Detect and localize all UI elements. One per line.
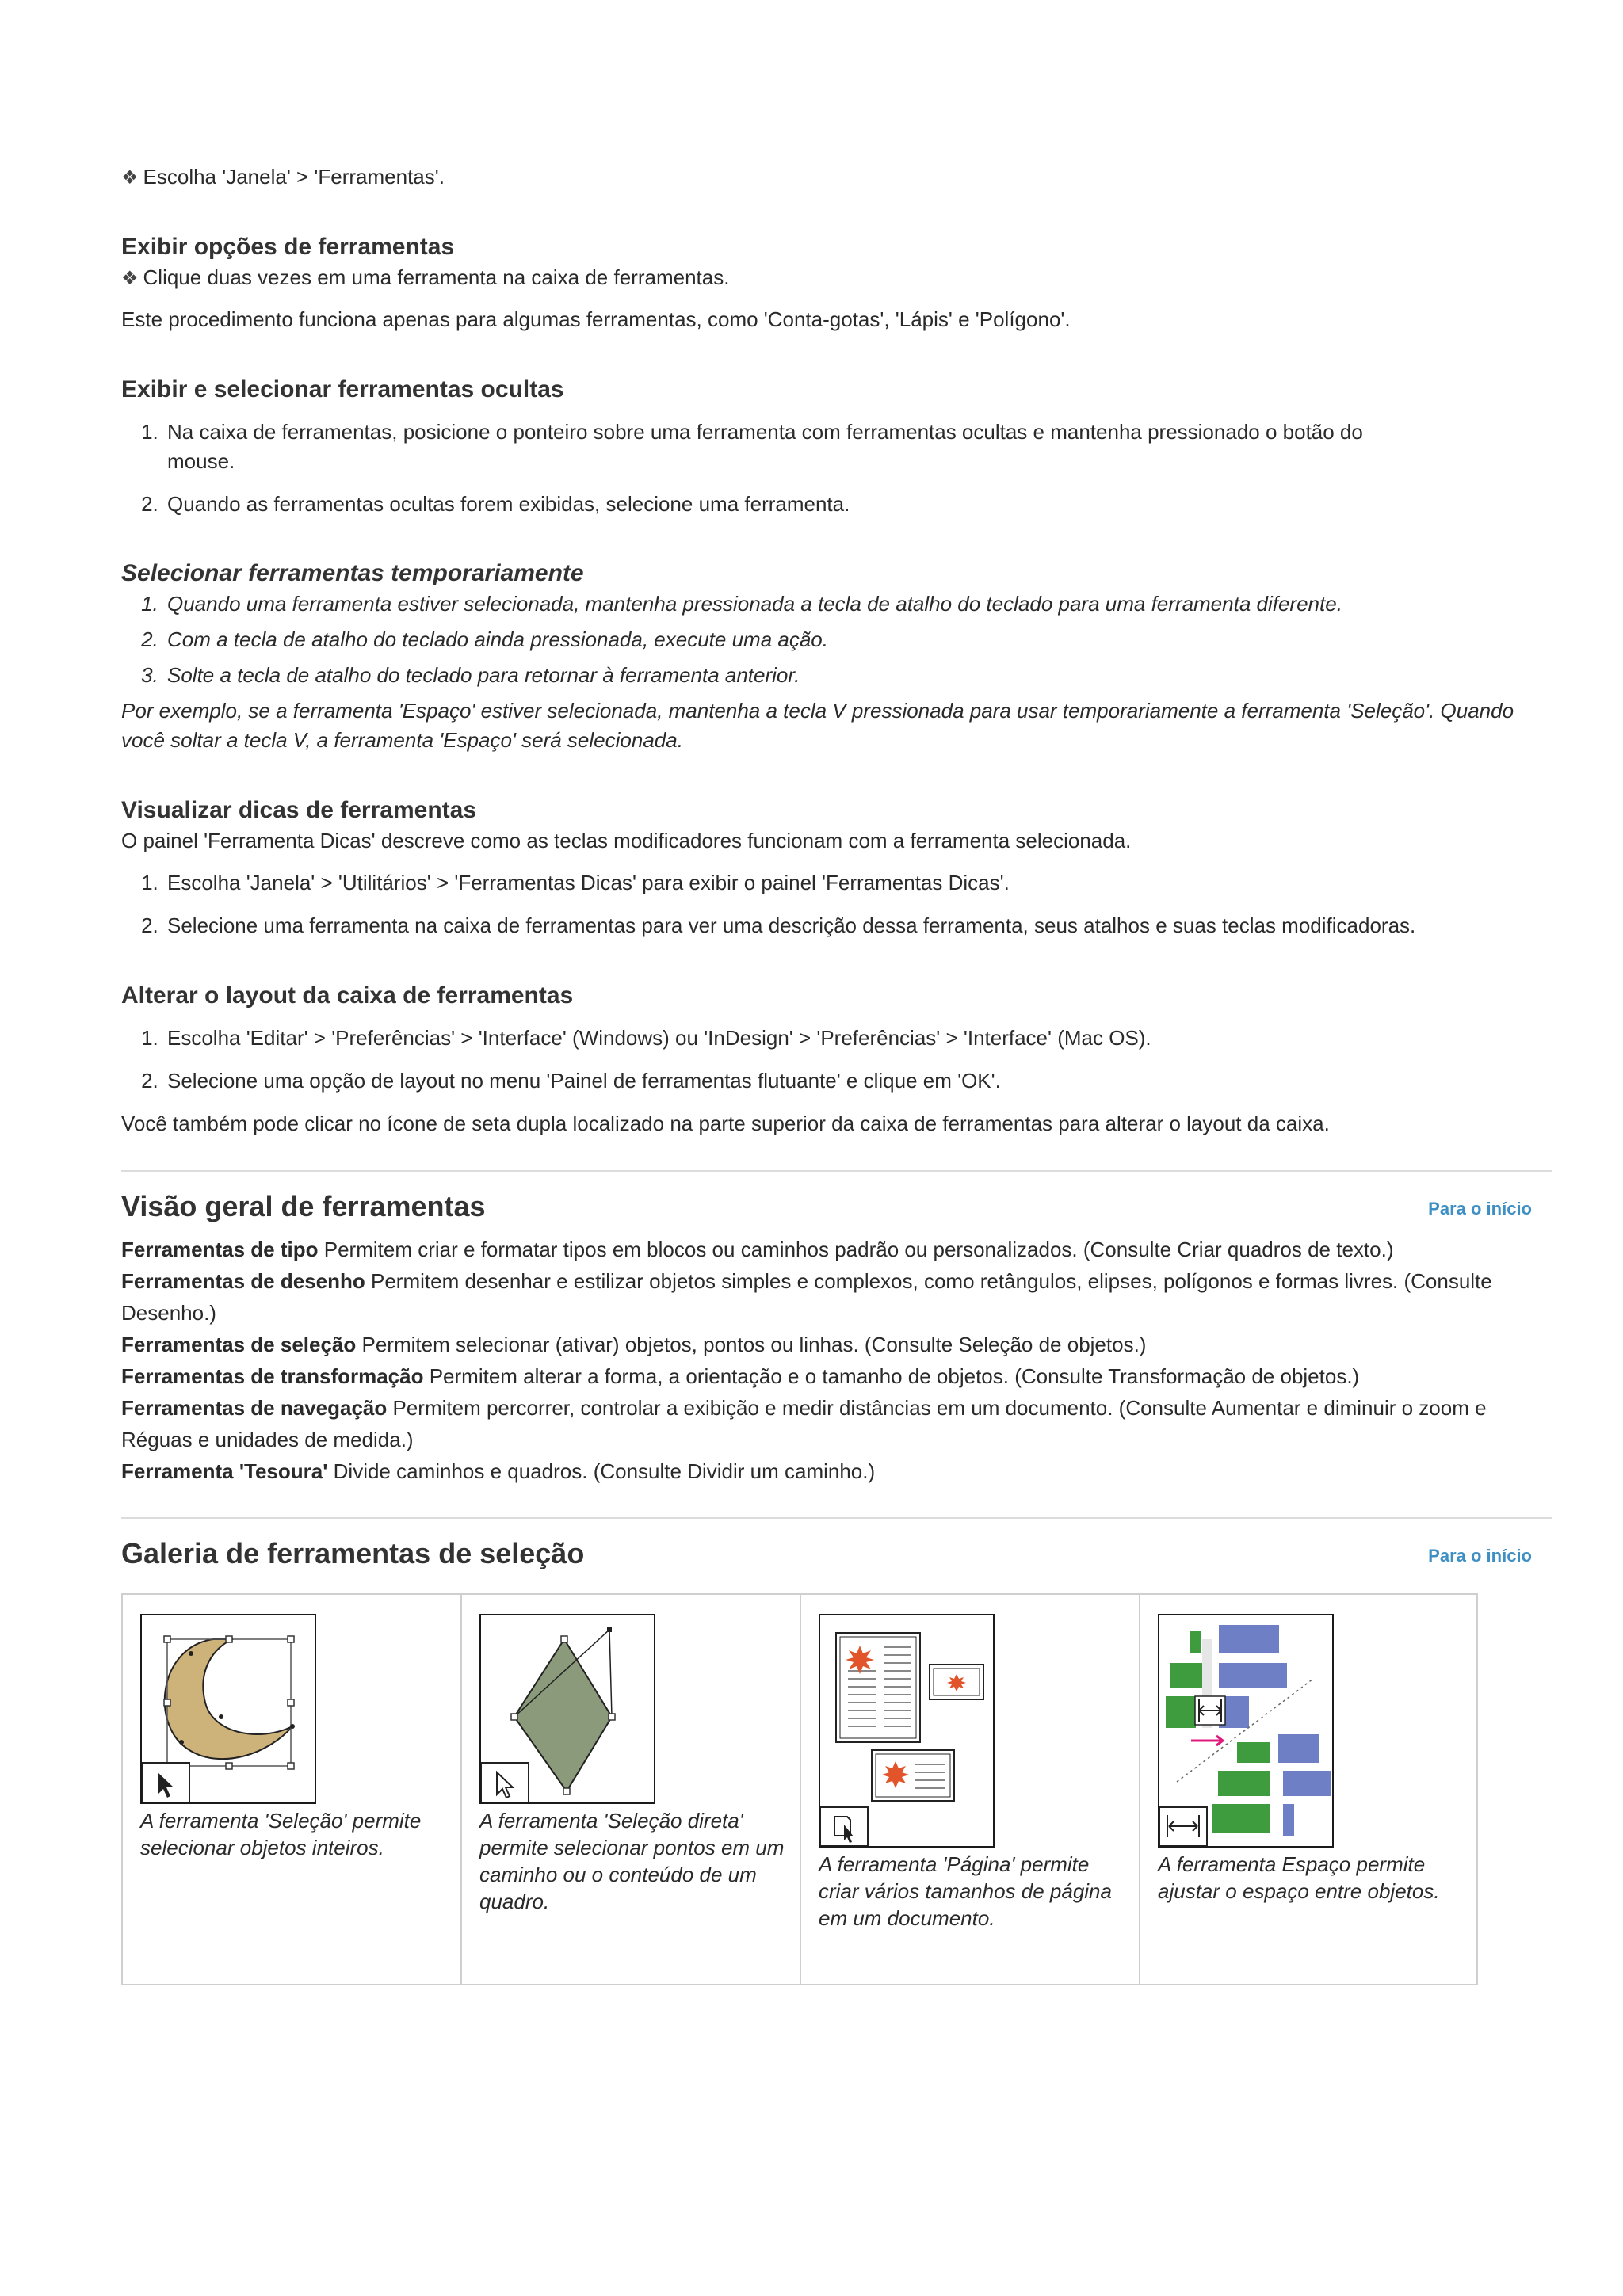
tool-options-note: Este procedimento funciona apenas para algumas ferramentas, como 'Conta-gotas', 'Lápis' e 'Polígono'. bbox=[121, 307, 1071, 331]
step-choose-tools: ❖ Escolha 'Janela' > 'Ferramentas'. bbox=[121, 165, 445, 189]
heading-tool-options: Exibir opções de ferramentas bbox=[121, 234, 455, 260]
back-to-top-link[interactable]: Para o início bbox=[1428, 1199, 1532, 1219]
selection-tools-gallery bbox=[121, 1593, 1478, 1985]
definition-item: Ferramentas de transformação Permitem alterar a forma, a orientação e o tamanho de objetos. (Consulte Transformação de objetos.) bbox=[121, 1364, 1360, 1388]
temporary-tools-example: Por exemplo, se a ferramenta 'Espaço' estiver selecionada, mantenha a tecla V pressionada para usar temporariamente a ferramenta 'Seleção'. Quando você soltar a tecla V, a ferramenta 'Espaço' será selecionada. bbox=[121, 699, 1514, 752]
list-item: 1. Na caixa de ferramentas, posicione o ponteiro sobre uma ferramenta com ferramentas ocultas e mantenha pressionado o botão do mouse. bbox=[164, 418, 1424, 476]
list-item: 2. Selecione uma opção de layout no menu 'Painel de ferramentas flutuante' e clique em 'OK'. bbox=[164, 1066, 1424, 1096]
direct-selection-diamond-illustration bbox=[481, 1615, 654, 1802]
caption-gap: A ferramenta Espaço permite ajustar o espaço entre objetos. bbox=[1158, 1852, 1440, 1903]
tool-hints-intro: O painel 'Ferramenta Dicas' descreve como as teclas modificadores funcionam com a ferramenta selecionada. bbox=[121, 829, 1132, 852]
direct-selection-tool-figure bbox=[479, 1614, 655, 1804]
heading-layout: Alterar o layout da caixa de ferramentas bbox=[121, 982, 574, 1009]
heading-temporary-tools: Selecionar ferramentas temporariamente bbox=[121, 560, 584, 586]
page-layout-illustration bbox=[820, 1615, 993, 1846]
overview-definitions bbox=[121, 1234, 1556, 1487]
list-item: 2. Selecione uma ferramenta na caixa de ferramentas para ver uma descrição dessa ferramenta, seus atalhos e suas teclas modificadoras. bbox=[164, 911, 1424, 940]
gap-tool-figure bbox=[1158, 1614, 1334, 1848]
gallery-cell-page bbox=[801, 1595, 1140, 1984]
section-divider bbox=[121, 1170, 1552, 1172]
temporary-tools-steps bbox=[121, 589, 1424, 690]
page-tool-figure bbox=[819, 1614, 995, 1848]
heading-gallery: Galeria de ferramentas de seleção bbox=[121, 1537, 585, 1569]
layout-note: Você também pode clicar no ícone de seta dupla localizado na parte superior da caixa de ferramentas para alterar o layout da caixa. bbox=[121, 1112, 1330, 1135]
definition-item: Ferramenta 'Tesoura' Divide caminhos e quadros. (Consulte Dividir um caminho.) bbox=[121, 1459, 876, 1483]
gallery-cell-gap bbox=[1140, 1595, 1480, 1984]
hidden-tools-steps bbox=[121, 418, 1424, 519]
definition-item: Ferramentas de seleção Permitem selecionar (ativar) objetos, pontos ou linhas. (Consulte Seleção de objetos.) bbox=[121, 1333, 1147, 1356]
gap-objects-illustration bbox=[1159, 1615, 1332, 1846]
gallery-header bbox=[121, 1535, 1556, 1573]
caption-direct-selection: A ferramenta 'Seleção direta' permite selecionar pontos em um caminho ou o conteúdo de um quadro. bbox=[479, 1809, 785, 1913]
list-item: 1. Quando uma ferramenta estiver selecionada, mantenha pressionada a tecla de atalho do teclado para uma ferramenta diferente. bbox=[164, 589, 1424, 619]
definition-item: Ferramentas de tipo Permitem criar e formatar tipos em blocos ou caminhos padrão ou personalizados. (Consulte Criar quadros de texto.) bbox=[121, 1238, 1394, 1261]
list-item: 3. Solte a tecla de atalho do teclado para retornar à ferramenta anterior. bbox=[164, 661, 1424, 690]
layout-steps bbox=[121, 1024, 1424, 1096]
definition-item: Ferramentas de navegação Permitem percorrer, controlar a exibição e medir distâncias em um documento. (Consulte Aumentar e diminuir o zoom e Réguas e unidades de medida.) bbox=[121, 1396, 1487, 1451]
heading-tool-hints: Visualizar dicas de ferramentas bbox=[121, 797, 477, 823]
definition-item: Ferramentas de desenho Permitem desenhar e estilizar objetos simples e complexos, como retângulos, elipses, polígonos e formas livres. (Consulte Desenho.) bbox=[121, 1269, 1492, 1325]
list-item: 2. Com a tecla de atalho do teclado ainda pressionada, execute uma ação. bbox=[164, 625, 1424, 654]
selection-tool-figure bbox=[140, 1614, 316, 1804]
gallery-cell-direct-selection bbox=[462, 1595, 801, 1984]
selection-moon-illustration bbox=[142, 1615, 315, 1802]
heading-overview: Visão geral de ferramentas bbox=[121, 1190, 486, 1222]
step-double-click: ❖ Clique duas vezes em uma ferramenta na caixa de ferramentas. bbox=[121, 265, 730, 289]
list-item: 2. Quando as ferramentas ocultas forem exibidas, selecione uma ferramenta. bbox=[164, 490, 1424, 519]
tool-hints-steps bbox=[121, 868, 1424, 940]
list-item: 1. Escolha 'Janela' > 'Utilitários' > 'Ferramentas Dicas' para exibir o painel 'Ferramentas Dicas'. bbox=[164, 868, 1424, 898]
caption-page: A ferramenta 'Página' permite criar vários tamanhos de página em um documento. bbox=[819, 1852, 1112, 1930]
diamond-bullet-icon: ❖ bbox=[121, 167, 139, 189]
diamond-bullet-icon: ❖ bbox=[121, 268, 139, 289]
heading-hidden-tools: Exibir e selecionar ferramentas ocultas bbox=[121, 376, 564, 402]
gallery-cell-selection bbox=[123, 1595, 462, 1984]
back-to-top-link[interactable]: Para o início bbox=[1428, 1546, 1532, 1566]
caption-selection: A ferramenta 'Seleção' permite selecionar objetos inteiros. bbox=[140, 1809, 422, 1859]
list-item: 1. Escolha 'Editar' > 'Preferências' > 'Interface' (Windows) ou 'InDesign' > 'Preferências' > 'Interface' (Mac OS). bbox=[164, 1024, 1424, 1053]
overview-header bbox=[121, 1188, 1556, 1226]
document-content bbox=[121, 162, 1556, 1985]
section-divider bbox=[121, 1517, 1552, 1519]
